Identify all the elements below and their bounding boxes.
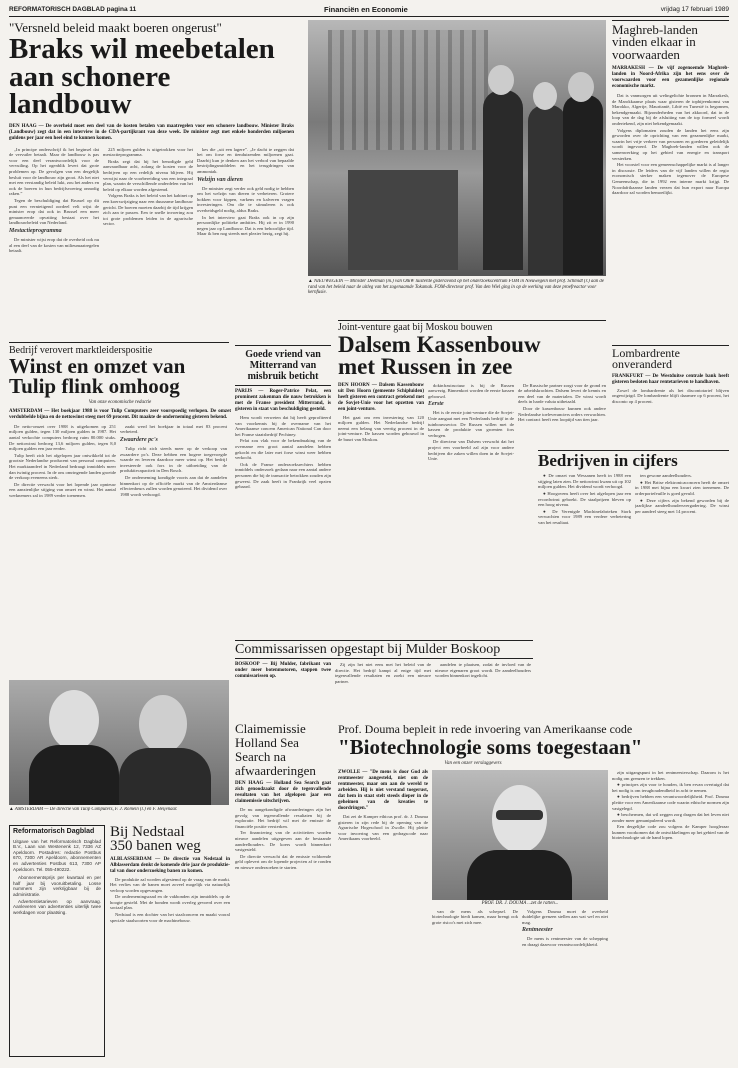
article-braks-col2: 225 miljoen gulden is uitgetrokken voor het mestactieprogramma. Braks zegt dat hij het benodigde geld aanvaardbaar acht, zolang de kosten voor de bedrijven op een redelijk niveau blijven. Hij verwijst naar de voorbereiding van een integraal plan, waarin de verschillende onderdelen van het beleid op elkaar worden afgestemd. Volgens Braks is het beleid van het kabinet op een koerswijziging naar een duurzame landbouw gericht. De boeren moeten daarbij de tijd krijgen zich aan te passen. Een te snelle invoering zou tot grote problemen leiden in de agrarische sector. (103, 146, 193, 227)
article-nedstaal-body: De produktie zal worden afgestemd op de vraag van de markt. Het verlies van de banen moet zoveel mogelijk via natuurlijk verloop worden opgevangen. De ondernemingsraad en de vakbonden zijn inmiddels op de hoogte gesteld. Met de bonden wordt overleg gevoerd over een sociaal plan. Nedstaal is een dochter van het staalconcern en maakt vooral speciale staalsoorten voor de machinebouw. (110, 876, 230, 923)
article-dalsem-col2: dokinfrastructuur is bij de Russen aanwezig. Binnenkort worden de eerste kassen gebouwd. Eerste Het is de eerste joint-venture die de Sovjet-Unie aangaat met een Nederlands bedrijf in de tuinbouwsector. De Russen willen met de kassen de produktie van groenten fors verhogen. De directeur van Dalsem verwacht dat het project een voorbeeld zal zijn voor andere bedrijven die zaken willen doen in de Sovjet-Unie. (428, 382, 514, 462)
article-nedstaal-lead: ALBLASSERDAM — De directie van Nedstaal in Alblasserdam denkt de komende drie jaar de produktie- tal van door onderzoeking banen zo komen. (110, 856, 230, 874)
article-braks-sub1: Welzijn van dieren (197, 176, 243, 183)
article-tulip-lead: AMSTERDAM — Het boekjaar 1988 is voor Tulip Computers zeer voorspoedig verlopen. De omzet verdubbelde bijna en de nettowinst steeg met 69 procent. Dit maakte de onderneming gisteren bekend. (9, 408, 231, 420)
article-mulder-lead: BOSKOOP — Bij Mulder, fabrikant van onder meer botenmotoren, stappen twee commissarissen op. (235, 662, 331, 680)
article-tulip-col1: De netto-omzet over 1988 is uitgekomen op 251 miljoen gulden, tegen 130 miljoen gulden in 1987. Het aantal verkochte computers bedroeg ruim 80.000 stuks. De nettowinst bedroeg 13,6 miljoen gulden, tegen 8,0 miljoen gulden een jaar eerder. Tulip heeft zich het afgelopen jaar ontwikkeld tot de grootste Nederlandse producent van personal computers. Het marktaandeel in Nederland bedraagt inmiddels meer dan twintig procent. In de ons omringende landen groeide de verkoop eveneens sterk. De directie verwacht voor het lopende jaar opnieuw een aanzienlijke stijging van omzet en winst. Het aantal werknemers zal in 1989 verder toenemen. (9, 423, 116, 498)
article-dalsem-col1: Het gaat om een investering van 120 miljoen gulden. Het Nederlandse bedrijf neemt een belang van veertig procent in de joint-venture. De kassen worden gebouwd in de buurt van Moskou. (338, 414, 424, 443)
article-douma-col2: van de mens als schepsel. De biotechnologie biedt kansen, maar brengt ook grote risico's met zich mee. (432, 908, 518, 925)
page-header (9, 5, 729, 15)
article-dalsem-lead: DEN HOORN — Dalsem Kassenbouw uit Den Hoorn (gemeente Schipluiden) heeft gisteren een contract getekend met de Sovjet-Unie voor het opzetten van een joint-venture. (338, 382, 424, 412)
article-tulip-title-2: Tulip flink omhoog (9, 373, 180, 398)
article-douma-col1: Dat zei de Kamper ethicus prof. dr. J. Douma gisteren in zijn rede bij de opening van de Agrarische Hogeschool in Zwolle. Hij pleitte voor invoering van een gedragscode naar Amerikaans voorbeeld. (338, 813, 428, 842)
article-braks-title-2: aan schonere landbouw (9, 60, 171, 121)
article-maghreb (612, 20, 729, 340)
rule-dalsem (338, 320, 606, 321)
article-douma-lead: ZWOLLE — "De mens is door God als rentmeester aangesteld, niet om de rentmeester, maar om aan de wereld te arbeiden. Hij is niet verstand toegerust, dat hem in staat stelt steeds dieper in de geheimen van de kreaties te doordringen." (338, 769, 428, 811)
article-maghreb-body: Dat is vanmorgen uit welingelichte bronnen in Marrakesh, de Marokkaanse plaats waar gisteren de topbijeenkomst van Marokko, Algerije, Mauritanië, Libië en Tunesië is begonnen, bekendgemaakt. Bijzonderheden van het akkoord, dat in de loop van de dag bij de afsluiting van de top formeel wordt ondertekend, zijn niet bekendgemaakt. Volgens diplomaten zouden de landen het eens zijn geworden over de oprichting van een gezamenlijke markt, waarin het vrije verkeer van personen en goederen geleidelijk wordt ingevoerd. De Maghreb-landen willen ook de samenwerking op het gebied van energie en transport versterken. Het voorstel voor een gemeenschappelijke markt is al langer in discussie. De leiders van de vijf landen willen de regio economisch sterker maken tegenover de Europese Gemeenschap, die in 1992 een interne markt krijgt. De Noordafrikaanse landen vrezen dat hun export naar Europa daardoor zal worden bemoeilijkt. (612, 93, 729, 196)
article-bedrijven-title: Bedrijven in cijfers (538, 450, 729, 469)
article-dalsem-sub: Eerste (428, 401, 444, 408)
article-lombard-body: Zowel de lombardrente als het discontotarief blijven ongewijzigd. De lombardrente blijft daarmee op 6 procent, het disconto op 4 procent. (612, 387, 729, 404)
article-maghreb-lead: MARRAKESH — De vijf zogenoemde Maghreb-landen in Noord-Afrika zijn het eens over de voorwaarden voor een gezamenlijke regionale economische markt. (612, 66, 729, 90)
article-braks-col3: kes die „uit een lagere”. „Je dacht te zeggen dat het om forse en tienduizenden miljoenen gaat. Daarbij kun je denken aan het verbod van bepaalde bestrijdingsmiddelen en het terugdringen van ammoniak. Welzijn van dieren De minister zegt verder ook geld nodig te hebben om het welzijn van dieren te verbeteren. Grotere hokken voor kippen, varkens en kalveren vragen investeringen. Om die te stimuleren is ook overheidsgeld nodig, aldus Braks. In het interview gaat Braks ook in op zijn persoonlijke politieke ambities. Hij zit er in 1990 negen jaar op Landbouw. Dat is een behoorlijke tijd. Maar ik ben nog steeds met plezier bezig, zegt hij. (197, 146, 294, 237)
article-braks-title-1: Braks wil meebetalen (9, 33, 275, 65)
article-dalsem-title-2: met Russen in zee (338, 353, 513, 379)
article-douma-kicker: Prof. Douma bepleit in rede invoering van Amerikaanse code (338, 722, 633, 736)
rule-tulip (9, 342, 229, 343)
article-mitterrand-title: Goede vriend van Mitterrand van misbruik beticht (235, 345, 331, 386)
article-lombard-lead: FRANKFURT — De Westduitse centrale bank heeft gisteren besloten haar rentetarieven te handhaven. (612, 373, 729, 385)
article-bedrijven-col1: ● De omzet van Wessanen heeft in 1988 een stijging laten zien. De nettowinst kwam uit op 102 miljoen gulden. Het dividend wordt verhoogd. ● Hoogovens heeft over het afgelopen jaar een recordwinst geboekt. De staalprijzen bleven op een hoog niveau. ● De Verenigde Machinefabrieken Stork verwachten voor 1989 een verdere verbetering van het resultaat. (538, 473, 631, 525)
photo-douma (432, 770, 608, 900)
article-mulder (235, 640, 533, 720)
article-braks-col1: „In principe onderschrijf ik het beginsel dat de vervuiler betaalt. Maar de landbouw is pas voor een deel verantwoordelijk voor de vervuiling. Op het ogenblik levert dat grote problemen op. De gevolgen van een dergelijk besluit voor de landbouw zijn groot. Als het niet met een verstandig beleid lukt, zou het anders en ook de boeren in hun bedrijfsvoering onnodig raken.” Tegen de beschuldiging dat Brussel op dit punt een vernietigend oordeel velt wijst de minister erop dat ook in Brussel een meer genuanceerde opvatting bestaat over het landbouwbeleid van Nederland. Mestactieprogramma De minister wijst erop dat de overheid ook nu al een deel van de kosten van milieumaatregelen betaalt. (9, 146, 99, 254)
photo-douma-caption: PROF. DR. J. DOUMA ...zet de ratten... (481, 900, 559, 906)
article-douma-sub: Rentmeester (522, 927, 553, 934)
header-left: REFORMATORISCH DAGBLAD pagina 11 (9, 6, 137, 13)
article-tulip-title-1: Winst en omzet van (9, 354, 186, 378)
article-mitterrand (235, 345, 331, 640)
article-dalsem-col3: De Russische partner zorgt voor de grond en de arbeidskrachten. Dalsem levert de kennis en een deel van de materialen. De winst wordt deels in harde valuta uitbetaald. Door de kassenbouw kunnen ook andere Nederlandse toeleveranciers orders verwachten. Het contract heeft een looptijd van tien jaar. (518, 382, 606, 423)
article-sea-search (235, 722, 331, 1060)
article-bedrijven (538, 450, 729, 675)
article-tulip-byline: Van onze economische redactie (88, 399, 152, 405)
header-rule (9, 16, 729, 17)
article-sea-search-title: Claimemissie Holland Sea Search na afwaarderingen (235, 722, 316, 778)
article-douma (338, 722, 729, 1062)
article-braks (9, 20, 294, 360)
article-sea-search-body: De nu aangekondigde afwaarderingen zijn het gevolg van tegenvallende resultaten bij de exploratie. Het bedrijf wil met de emissie de financiële positie versterken. Ter financiering van de activiteiten worden nieuwe aandelen uitgegeven aan de bestaande aandeelhouders. De koers wordt binnenkort vastgesteld. De directie verwacht dat de emissie voldoende geld oplevert om de lopende projecten af te ronden en nieuwe onderzoeken te starten. (235, 807, 331, 870)
article-sea-search-lead: DEN HAAG — Holland Sea Search gaat zich genoodzaakt door de tegenvallende resultaten van het afgelopen jaar een claimemissie uitschrijven. (235, 781, 331, 804)
article-mulder-title: Commissarissen opgestapt bij Mulder Boskoop (235, 640, 533, 659)
article-lombard-title: Lombardrente onveranderd (612, 345, 729, 371)
article-nedstaal (110, 825, 230, 1060)
article-nedstaal-title-1: Bij Nedstaal (110, 825, 185, 840)
article-tulip (9, 345, 231, 675)
article-tulip-sub: Zwaardere pc's (120, 437, 158, 444)
article-mulder-col3: aandelen te plaatsen, zodat de invloed van de nieuwe eigenaren groot wordt. De aandeelhouders worden binnenkort ingelicht. (435, 662, 531, 679)
article-lombard (612, 345, 729, 445)
article-mulder-col2: Zij zijn het niet eens met het beleid van de directie. Het bedrijf kampt al enige tijd met tegenvallende resultaten en zoekt een nieuwe partner. (335, 662, 431, 685)
article-mitterrand-body: Hem wordt verweten dat hij heeft geprofiteerd van voorkennis bij de overname van het Amerikaanse concern American National Can door het Franse staatsbedrijf Pechiney. Pelat zou vlak voor de bekendmaking van de overname een groot aantal aandelen hebben gekocht en die later met forse winst weer hebben verkocht. Ook de Franse onderzoeksrechters hebben inmiddels onderzoek gedaan naar een aantal andere personen die bij de transactie betrokken zouden zijn geweest. De zaak heeft in Frankrijk veel opzien gebaard. (235, 415, 331, 490)
article-tulip-col2: zaakt werd het boekjaar in totaal met 83 procent verbeterd. Zwaardere pc's Tulip richt zich steeds meer op de verkoop van zwaardere pc's. Deze hebben een hogere toegevoegde waarde en leveren daardoor meer winst op. Het bedrijf investeerde ook fors in de uitbreiding van de produktiecapaciteit in Den Bosch. De onderneming kondigde voorts aan dat de aandelen binnenkort op de officiële markt van de Amsterdamse effectenbeurs zullen worden genoteerd. Het dividend over 1988 wordt verhoogd. (120, 423, 227, 497)
article-douma-title: "Biotechnologie soms toegestaan" (338, 735, 643, 759)
article-douma-col4: zijn uitgangspunt in het rentmeesterschap. Daarom is het nodig om grenzen te trekken. ● principes zijn voor te houden, ik ben ervan overtuigd dat het nodig is om terughoudendheid in acht te nemen. ● bedrijven hebben een verantwoordelijkheid. Prof. Douma pleitte voor een Amerikaanse code waarin ethische normen zijn vastgelegd. ● beschermen, dat wil zeggen zorg dragen dat het leven niet zonder meer gemanipuleerd wordt. Een dergelijke code zou volgens de Kamper hoogleraar kunnen voorkomen dat de ontwikkelingen op het gebied van de biotechnologie uit de hand lopen. (612, 769, 729, 841)
colophon-title: Reformatorisch Dagblad (13, 828, 95, 835)
colophon-body: Uitgave van het Reformatorisch Dagblad B.V., Laan van Westenenk 12, 7336 AZ Apeldoorn. Postadres: redactie Postbus 670, 7300 AR Apeldoorn, abonnementen en advertenties Postbus 613, 7300 AP Apeldoorn. Tel. 055-490222. (13, 838, 101, 872)
photo-tulip-directie (9, 680, 229, 805)
photo-deetman-fom (308, 20, 606, 276)
article-douma-byline: Van een onzer verslaggevers (444, 760, 502, 766)
article-maghreb-title-1: Maghreb-landen (612, 22, 698, 37)
article-braks-lead: DEN HAAG — De overheid moet een deel van de kosten betalen van maatregelen voor een schonere landbouw. Minister Braks (Landbouw) zegt dat in een interview in de CDA-partijkrant van deze week. De minister zegt met enkele honderden miljoenen guldens per jaar een heel eind te kunnen komen. (9, 123, 294, 141)
article-braks-sub2: Mestactieprogramma (9, 227, 62, 234)
colophon-box (9, 825, 105, 1057)
colophon-extra: Abonnementsprijs per kwartaal en per half jaar bij vooruitbetaling. Losse nummers zijn verkrijgbaar bij de administratie. Advertentietarieven op aanvraag. Aanleveren van advertenties uiterlijk twee werkdagen voor plaatsing. (13, 875, 101, 915)
article-bedrijven-col2: ten gewone aandeelhouders. ● Het Britse elektronicaconcern heeft de omzet in 1988 met bijna een kwart zien toenemen. De orderportefeuille is goed gevuld. ● Deze cijfers zijn bekend geworden bij de jaarlijkse aandeelhoudersvergadering. De winst per aandeel steeg met 14 procent. (635, 473, 729, 514)
article-maghreb-title-2: vinden elkaar in (612, 34, 696, 50)
header-date: vrijdag 17 februari 1989 (660, 6, 729, 13)
header-section: Financiën en Economie (324, 5, 408, 14)
article-tulip-kicker: Bedrijf verovert marktleiderspositie (9, 345, 153, 356)
article-braks-kicker: "Versneld beleid maakt boeren ongerust" (9, 20, 222, 35)
photo-deetman-caption: ▲ NIEUWEGEIN — Minister Deetman (m.) van O&W luisterde gisteravond op het onderzoekscentrum FOM in Nieuwegein met prof. Schmidt (r.) aan de rand van het beleid naar de uitleg van het zogenaamde Tokamak. FOM-directeur prof. Van den Wiel ging in op de werking van deze proefreactor voor kernfusie. (308, 279, 604, 296)
article-douma-col3: Volgens Douma moet de overheid duidelijke grenzen stellen aan wat wel en niet mag. Rentmeester De mens is rentmeester van de schepping en draagt daarvoor verantwoordelijkheid. (522, 908, 608, 947)
article-dalsem-title-1: Dalsem Kassenbouw (338, 332, 541, 357)
article-dalsem-kicker: Joint-venture gaat bij Moskou bouwen (338, 322, 493, 333)
article-mitterrand-lead: PARIJS — Roger-Patrice Pelat, een prominent zakenman die nauw betrokken is met de Franse president Mitterrand, is gisteren in staat van beschuldiging gesteld. (235, 389, 331, 412)
photo-tulip-caption: ▲ AMSTERDAM — De directie van Tulip Computers, F. J. Romein (l.) en F. Heijenaar. (9, 807, 178, 812)
article-nedstaal-title-2: 350 banen weg (110, 838, 201, 855)
article-maghreb-title-3: voorwaarden (612, 46, 680, 62)
